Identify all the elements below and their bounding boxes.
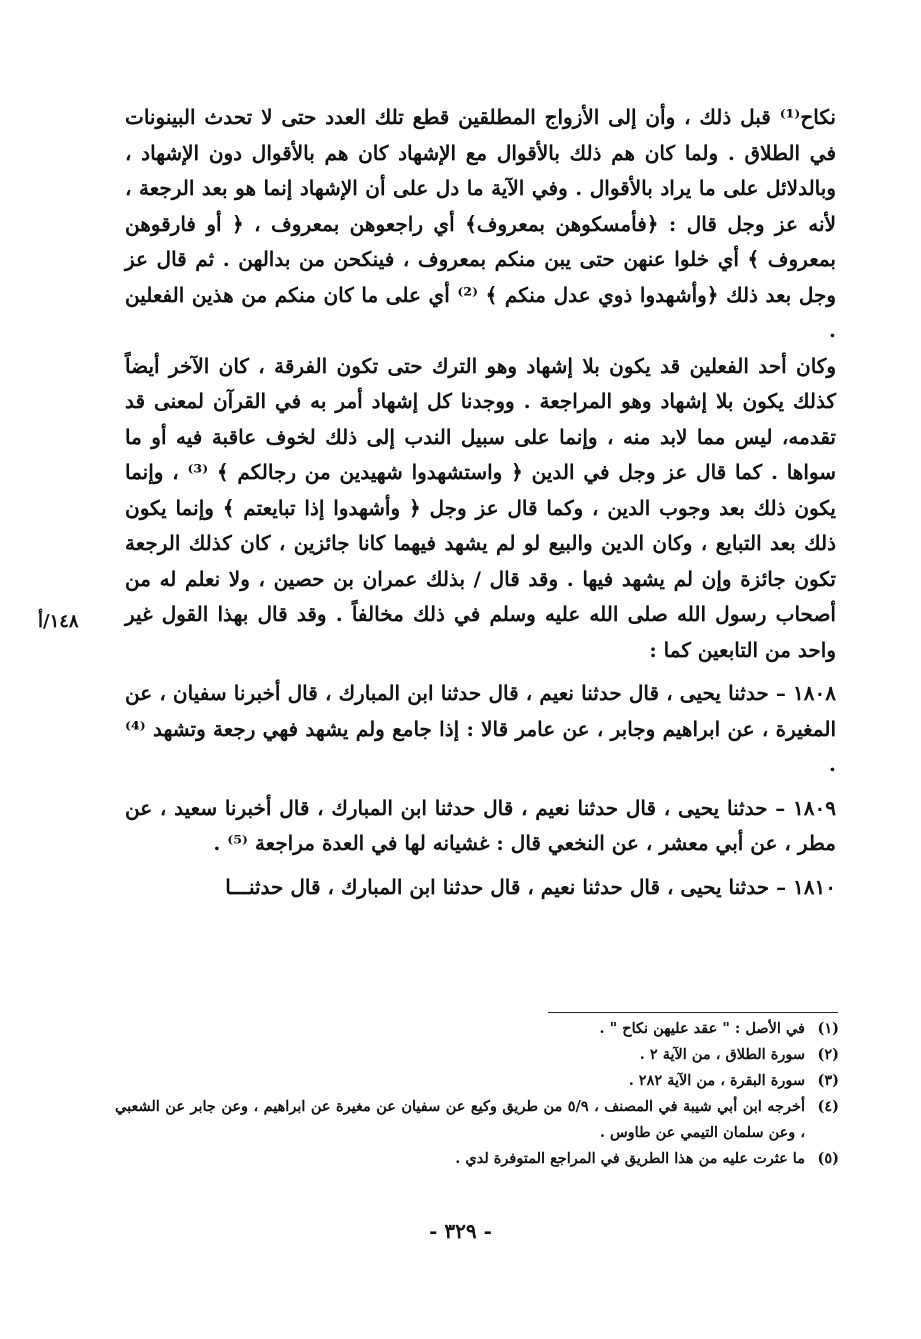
footnote-number: (٣): [817, 1072, 839, 1089]
footnote-text: ما عثرت عليه من هذا الطريق في المراجع المتوفرة لدي .: [455, 1150, 805, 1167]
page-number: - ٣٢٩ -: [429, 1219, 492, 1243]
footnote-divider: [548, 1012, 838, 1013]
hadith-1808: ١٨٠٨ – حدثنا يحيى ، قال حدثنا نعيم ، قال حدثنا ابن المبارك ، قال أخبرنا سفيان ، عن المغيرة ، عن ابراهيم وجابر ، عن عامر قالا : إذا جامع ولم يشهد فهي رجعة وتشهد ⁽⁴⁾ .: [125, 681, 837, 776]
footnote-text: في الأصل : " عقد عليهن نكاح " .: [599, 1020, 805, 1037]
paragraph-1: نكاح⁽¹⁾ قبل ذلك ، وأن إلى الأزواج المطلقين قطع تلك العدد حتى لا تحدث البينونات في الطلاق . ولما كان هم ذلك بالأقوال مع الإشهاد كان هم بالأقوال دون الإشهاد ، وبالدلائل على ما يراد بالأقوال . وفي الآية ما دل على أن الإشهاد إنما هو بعد الرجعة ، لأنه عز وجل قال : ﴿فأمسكوهن بمعروف﴾ أي راجعوهن بمعروف ، ﴿ أو فارقوهن بمعروف ﴾ أي خلوا عنهن حتى يبن منكم بمعروف ، فينكحن من بدالهن . ثم قال عز وجل بعد ذلك ﴿وأشهدوا ذوي عدل منكم ﴾ ⁽²⁾ أي على ما كان منكم من هذين الفعلين .: [125, 105, 837, 342]
main-text: [125, 100, 836, 905]
footnote-number: (١): [817, 1020, 839, 1037]
manuscript-folio-marker: ١٤٨/أ: [38, 611, 79, 632]
footnote-1: [115, 1016, 839, 1042]
footnote-5: [115, 1146, 839, 1172]
footnote-2: [115, 1042, 839, 1068]
footnote-text: أخرجه ابن أبي شيبة في المصنف ، ٥/٩ من طريق وكيع عن سفيان عن مغيرة عن ابراهيم ، وعن جابر عن الشعبي ، وعن سلمان التيمي عن طاوس .: [115, 1098, 805, 1141]
footnote-number: (٤): [817, 1098, 839, 1115]
hadith-1809: ١٨٠٩ – حدثنا يحيى ، قال حدثنا نعيم ، قال حدثنا ابن المبارك ، قال أخبرنا سعيد ، عن مطر ، عن أبي معشر ، عن النخعي قال : غشيانه لها في العدة مراجعة ⁽⁵⁾ .: [125, 795, 836, 855]
footnote-text: سورة الطلاق ، من الآية ٢ .: [639, 1046, 805, 1063]
footnote-3: [115, 1068, 839, 1094]
footnote-number: (٥): [817, 1150, 839, 1167]
footnote-number: (٢): [817, 1046, 839, 1063]
paragraph-2: وكان أحد الفعلين قد يكون بلا إشهاد وهو الترك حتى تكون الفرقة ، كان الآخر أيضاً كذلك يكون بلا إشهاد وهو المراجعة . ووجدنا كل إشهاد أمر به في القرآن لمعنى قد تقدمه، ليس مما لابد منه ، وإنما على سبيل الندب إلى ذلك لخوف عاقبة فيه أو ما سواها . كما قال عز وجل في الدين ﴿ واستشهدوا شهيدين من رجالكم ﴾ ⁽³⁾ ، وإنما يكون ذلك بعد وجوب الدين ، وكما قال عز وجل ﴿ وأشهدوا إذا تبايعتم ﴾ وإنما يكون ذلك بعد التبايع ، وكان الدين والبيع لو لم يشهد فيهما كانا جائزين ، كان كذلك الرجعة تكون جائزة وإن لم يشهد فيها . وقد قال / بذلك عمران بن حصين ، ولا نعلم له من أصحاب رسول الله صلى الله عليه وسلم في ذلك مخالفاً . وقد قال بهذا القول غير واحد من التابعين كما :: [125, 353, 837, 662]
hadith-1810: ١٨١٠ – حدثنا يحيى ، قال حدثنا نعيم ، قال حدثنا ابن المبارك ، قال حدثنـــا: [225, 874, 836, 899]
footnotes: [115, 1016, 839, 1172]
footnote-text: سورة البقرة ، من الآية ٢٨٢ .: [628, 1072, 805, 1089]
footnote-4: [115, 1094, 839, 1146]
